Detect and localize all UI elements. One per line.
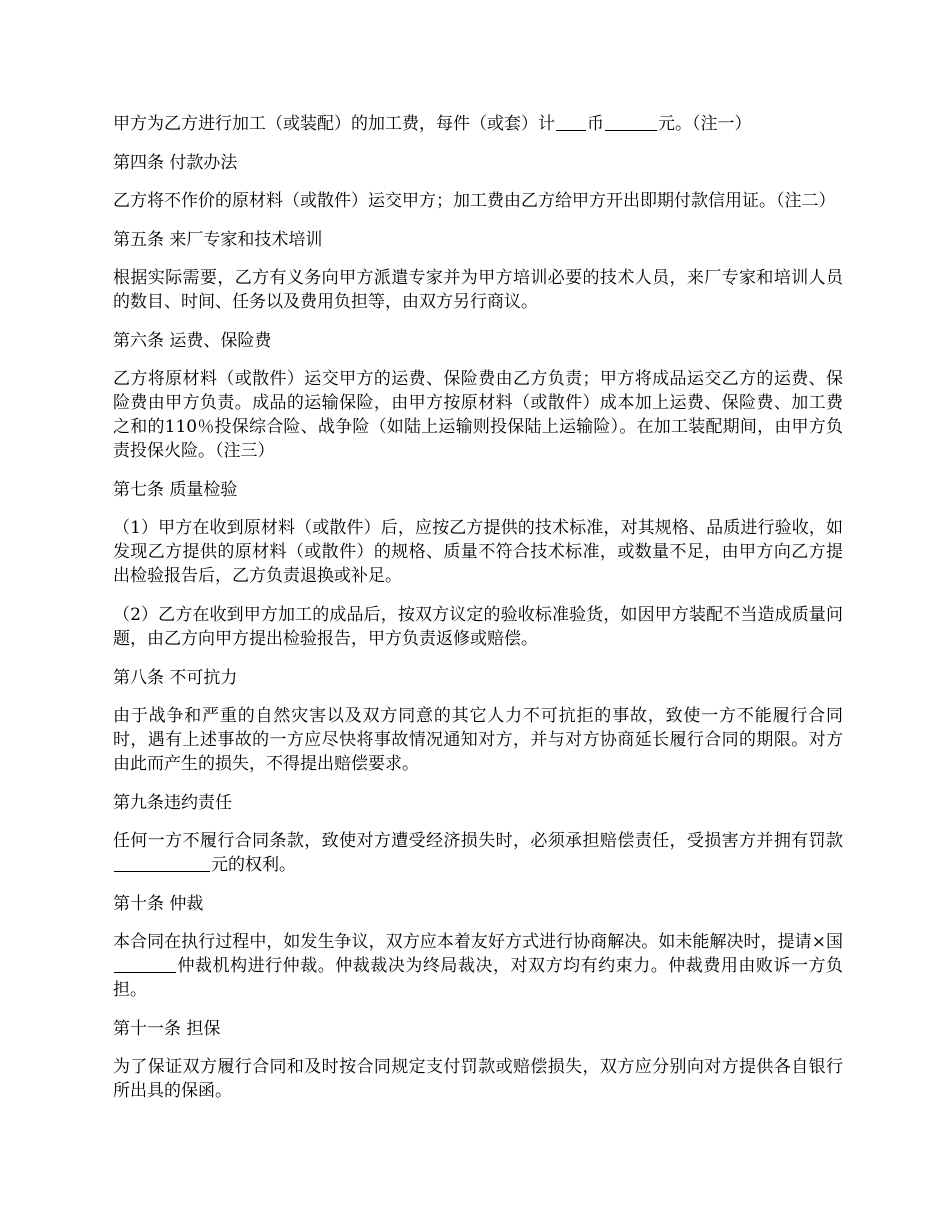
article-10-heading: 第十条 仲裁: [113, 894, 204, 914]
article-7-heading: 第七条 质量检验: [113, 480, 238, 500]
text-segment: 仲裁机构进行仲裁。仲裁裁决为终局裁决，对双方均有约束力。仲裁费用由败诉一方负担。: [113, 956, 843, 1000]
article-10-body: [113, 930, 843, 1002]
fill-in-blank-penalty[interactable]: [114, 854, 210, 872]
text-segment: 本合同在执行过程中，如发生争议，双方应本着友好方式进行协商解决。如未能解决时，提请×国: [113, 932, 843, 952]
processing-fee-paragraph: [113, 112, 843, 136]
article-7-clause-1: （1）甲方在收到原材料（或散件）后，应按乙方提供的技术标准，对其规格、品质进行验收，如发现乙方提供的原材料（或散件）的规格、质量不符合技术标准，或数量不足，由甲方向乙方提出检验报告后，乙方负责退换或补足。: [113, 518, 843, 586]
text-segment: 任何一方不履行合同条款，致使对方遭受经济损失时，必须承担赔偿责任，受损害方并拥有罚款: [113, 831, 843, 851]
article-4-body: 乙方将不作价的原材料（或散件）运交甲方；加工费由乙方给甲方开出即期付款信用证。（注二）: [113, 191, 836, 211]
article-8-body: 由于战争和严重的自然灾害以及双方同意的其它人力不可抗拒的事故，致使一方不能履行合同时，遇有上述事故的一方应尽快将事故情况通知对方，并与对方协商延长履行合同的期限。对方由此而产生的损失，不得提出赔偿要求。: [113, 706, 843, 774]
fill-in-blank-currency[interactable]: [556, 113, 586, 131]
document-page: [113, 112, 843, 1118]
fill-in-blank-arbitration[interactable]: [114, 955, 176, 973]
text-segment: 元。（注一）: [658, 114, 752, 134]
article-9-body: [113, 829, 843, 877]
article-9-heading: 第九条违约责任: [113, 793, 232, 813]
article-7-clause-2: （2）乙方在收到甲方加工的成品后，按双方议定的验收标准验货，如因甲方装配不当造成质量问题，由乙方向甲方提出检验报告，甲方负责返修或赔偿。: [113, 605, 843, 649]
article-6-heading: 第六条 运费、保险费: [113, 331, 272, 351]
text-segment: 甲方为乙方进行加工（或装配）的加工费，每件（或套）计: [113, 114, 555, 134]
article-8-heading: 第八条 不可抗力: [113, 668, 238, 688]
article-5-body: 根据实际需要，乙方有义务向甲方派遣专家并为甲方培训必要的技术人员，来厂专家和培训人员的数目、时间、任务以及费用负担等，由双方另行商议。: [113, 268, 843, 312]
article-4-heading: 第四条 付款办法: [113, 153, 238, 173]
article-5-heading: 第五条 来厂专家和技术培训: [113, 230, 323, 250]
fill-in-blank-amount[interactable]: [605, 113, 657, 131]
article-11-body: 为了保证双方履行合同和及时按合同规定支付罚款或赔偿损失，双方应分别向对方提供各自银行所出具的保函。: [113, 1057, 843, 1101]
article-11-heading: 第十一条 担保: [113, 1019, 221, 1039]
text-segment: 元的权利。: [211, 855, 296, 875]
article-6-body: 乙方将原材料（或散件）运交甲方的运费、保险费由乙方负责；甲方将成品运交乙方的运费、保险费由甲方负责。成品的运输保险，由甲方按原材料（或散件）成本加上运费、保险费、加工费之和的110％投保综合险、战争险（如陆上运输则投保陆上运输险）。在加工装配期间，由甲方负责投保火险。（注三）: [113, 369, 843, 461]
text-segment: 币: [587, 114, 604, 134]
